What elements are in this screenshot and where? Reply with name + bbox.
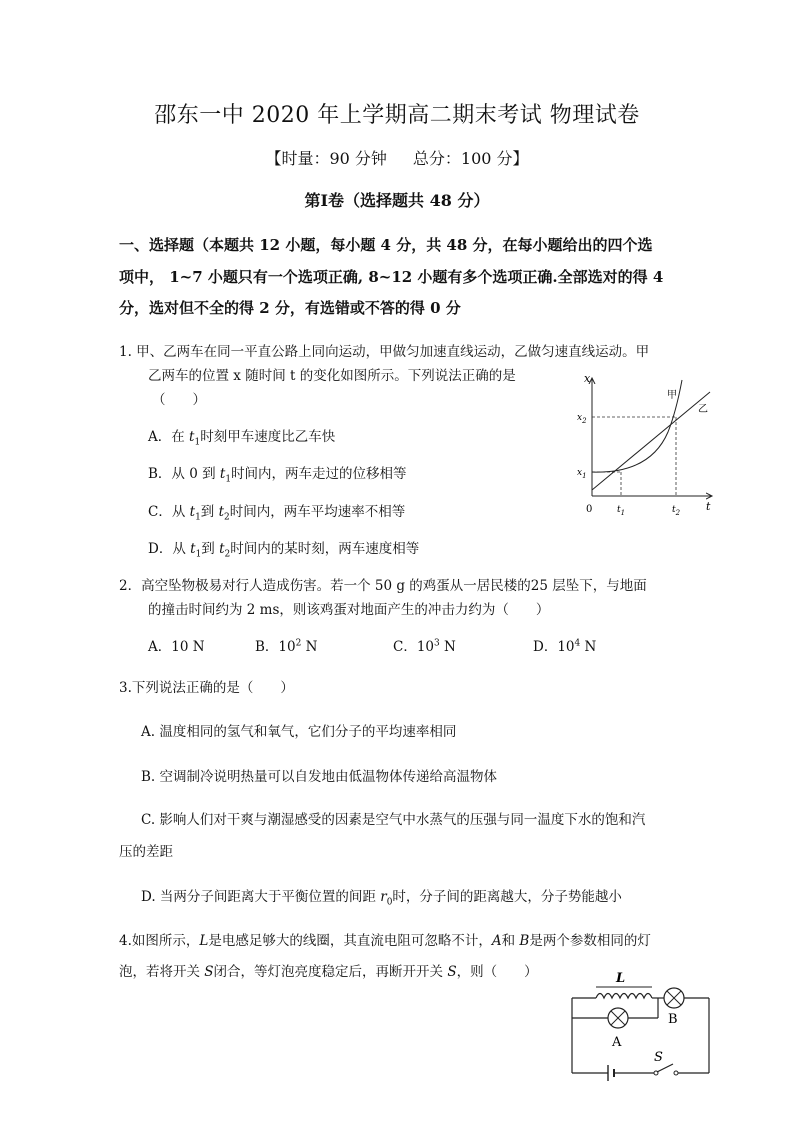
q3-option-c-line1: C. 影响人们对干爽与潮湿感受的因素是空气中水蒸气的压强与同一温度下水的饱和汽 [141, 812, 646, 828]
q2-option-c: C．$10^3$ N [393, 638, 456, 655]
t2-label: $t_2$ [672, 505, 681, 517]
x1-label: $x_1$ [577, 468, 587, 480]
q2-stem-line1: 2．高空坠物极易对行人造成伤害。若一个 50 g 的鸡蛋从一居民楼的25 层坠下，与地面 [119, 578, 647, 594]
part-title: 第Ⅰ卷（选择题共 48 分） [304, 191, 490, 210]
x-axis-label: x [584, 372, 591, 385]
origin-label: 0 [586, 504, 593, 515]
q1-bracket: （ ） [152, 392, 206, 408]
line-yi [592, 392, 710, 490]
q1-position-time-graph [560, 372, 720, 520]
exam-info [0, 146, 794, 169]
label-yi: 乙 [698, 404, 708, 415]
switch-blade [657, 1064, 673, 1072]
q1-option-a: A．在 $t_1$时刻甲车速度比乙车快 [148, 429, 336, 448]
lamp-a-icon [608, 1008, 628, 1028]
switch-contact [674, 1071, 678, 1075]
score-label: 总分：100 分】 [412, 149, 529, 168]
inductor-label: L [616, 971, 626, 986]
q1-option-d: D．从 $t_1$到 $t_2$时间内的某时刻，两车速度相等 [148, 541, 420, 560]
time-label: 【时量：90 分钟 [265, 149, 387, 168]
q2-stem-line2: 的撞击时间约为 2 ms，则该鸡蛋对地面产生的冲击力约为（ ） [148, 602, 550, 618]
inductor-coil [596, 994, 652, 999]
q3-option-b: B. 空调制冷说明热量可以自发地由低温物体传递给高温物体 [141, 769, 498, 785]
q4-stem-line2: 泡，若将开关 S闭合，等灯泡亮度稳定后，再断开开关 S，则（ ） [119, 964, 538, 980]
section1-line1: 一、选择题（本题共 12 小题，每小题 4 分，共 48 分，在每小题给出的四个选 [119, 236, 653, 254]
q2-option-a: A．10 N [148, 639, 205, 655]
t1-label: $t_1$ [617, 505, 626, 517]
q4-stem-line1: 4.如图所示，L是电感足够大的线圈，其直流电阻可忽略不计，A和 B是两个参数相同的灯 [119, 933, 651, 949]
q1-option-c: C．从 $t_1$到 $t_2$时间内，两车平均速率不相等 [148, 504, 406, 523]
label-jia: 甲 [667, 390, 677, 401]
lamp-a-label: A [612, 1035, 622, 1050]
q1-stem-line2: 乙两车的位置 x 随时间 t 的变化如图所示。下列说法正确的是 [148, 368, 516, 384]
q1-option-b: B．从 0 到 $t_1$时间内，两车走过的位移相等 [148, 466, 407, 485]
section1-line3: 分，选对但不全的得 2 分，有选错或不答的得 0 分 [119, 299, 461, 317]
q4-circuit-diagram [560, 968, 720, 1086]
x2-label: $x_2$ [577, 413, 587, 425]
q3-option-a: A. 温度相同的氢气和氧气，它们分子的平均速率相同 [141, 724, 457, 740]
q3-stem: 3.下列说法正确的是（ ） [119, 680, 294, 696]
q2-option-d: D．$10^4$ N [533, 638, 597, 655]
lamp-b-label: B [668, 1012, 678, 1027]
q2-option-b: B．$10^2$ N [255, 638, 318, 655]
section1-line2: 项中， 1~7 小题只有一个选项正确, 8~12 小题有多个选项正确.全部选对的得 4 [119, 268, 664, 286]
q3-option-d: D. 当两分子间距离大于平衡位置的间距 $r_0$时，分子间的距离越大，分子势能越小 [141, 889, 622, 908]
lamp-b-icon [664, 988, 684, 1008]
exam-title: 邵东一中 2020 年上学期高二期末考试 物理试卷 [154, 103, 640, 128]
q1-stem-line1: 1. 甲、乙两车在同一平直公路上同向运动，甲做匀加速直线运动，乙做匀速直线运动。甲 [119, 344, 650, 360]
switch-label: S [654, 1050, 663, 1065]
q3-option-c-line2: 压的差距 [119, 844, 173, 860]
t-axis-label: t [706, 500, 711, 513]
